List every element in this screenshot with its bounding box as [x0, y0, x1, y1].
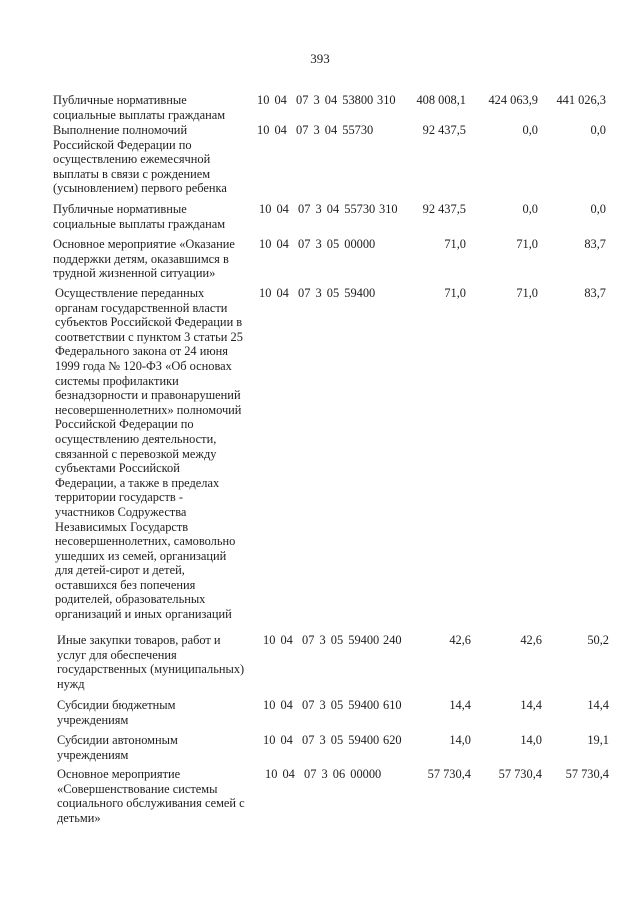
- row-csr: 07 3 04 55730: [296, 123, 374, 137]
- row-name: Субсидии бюджетным учреждениям: [57, 698, 176, 727]
- table-row: [0, 698, 640, 730]
- row-rz-pr: 10 04: [263, 698, 293, 712]
- row-amount-2: 14,0: [520, 733, 542, 747]
- row-amount-3: 57 730,4: [565, 767, 609, 781]
- row-amount-3: 0,0: [590, 202, 606, 216]
- row-amount-2: 14,4: [520, 698, 542, 712]
- row-name: Основное мероприятие «Совершенствование системы социального обслуживания семей с детьми»: [57, 767, 245, 825]
- row-csr: 07 3 05 59400: [298, 286, 376, 300]
- row-rz-pr: 10 04: [257, 93, 287, 107]
- row-csr: 07 3 05 59400: [302, 733, 380, 747]
- row-amount-1: 71,0: [444, 237, 466, 251]
- row-vr: 620: [383, 733, 402, 747]
- row-rz-pr: 10 04: [259, 202, 289, 216]
- row-vr: 310: [377, 93, 396, 107]
- row-amount-1: 71,0: [444, 286, 466, 300]
- table-row: [0, 286, 640, 631]
- row-name: Иные закупки товаров, работ и услуг для обеспечения государственных (муниципальных) нужд: [57, 633, 245, 691]
- row-csr: 07 3 05 59400: [302, 698, 380, 712]
- row-csr: 07 3 05 59400: [302, 633, 380, 647]
- row-amount-2: 424 063,9: [488, 93, 538, 107]
- row-name: Осуществление переданных органам государственной власти субъектов Российской Федерации в соответствии с пунктом 3 статьи 25 Федерального закона от 24 июня 1999 года № 120-ФЗ «Об основах системы профилактики безнадзорности и правонарушений несовершеннолетних» полномочий Российской Федерации по осуществлению деятельности, связанной с перевозкой между субъектами Российской Федерации, а также в пределах территории государств - участников Содружества Независимых Государств несовершеннолетних, самовольно ушедших из семей, организаций для детей-сирот и детей, оставшихся без попечения родителей, образовательных организаций и иных организаций: [55, 286, 243, 622]
- row-amount-1: 14,0: [449, 733, 471, 747]
- row-amount-3: 14,4: [587, 698, 609, 712]
- row-name: Основное мероприятие «Оказание поддержки детям, оказавшимся в трудной жизненной ситуации»: [53, 237, 235, 281]
- row-amount-1: 92 437,5: [422, 202, 466, 216]
- row-name: Субсидии автономным учреждениям: [57, 733, 178, 762]
- row-amount-1: 408 008,1: [416, 93, 466, 107]
- row-rz-pr: 10 04: [263, 633, 293, 647]
- row-amount-3: 0,0: [590, 123, 606, 137]
- row-rz-pr: 10 04: [259, 237, 289, 251]
- row-rz-pr: 10 04: [263, 733, 293, 747]
- row-rz-pr: 10 04: [259, 286, 289, 300]
- row-amount-2: 57 730,4: [498, 767, 542, 781]
- row-amount-2: 42,6: [520, 633, 542, 647]
- row-amount-2: 0,0: [522, 202, 538, 216]
- table-row: [0, 202, 640, 234]
- row-amount-3: 441 026,3: [556, 93, 606, 107]
- table-row: [0, 733, 640, 765]
- row-amount-3: 83,7: [584, 286, 606, 300]
- row-vr: 240: [383, 633, 402, 647]
- row-amount-2: 71,0: [516, 286, 538, 300]
- table-row: [0, 123, 640, 201]
- row-name: Публичные нормативные социальные выплаты гражданам: [53, 93, 226, 122]
- row-amount-2: 0,0: [522, 123, 538, 137]
- row-amount-1: 14,4: [449, 698, 471, 712]
- row-rz-pr: 10 04: [265, 767, 295, 781]
- table-row: [0, 93, 640, 125]
- row-vr: 610: [383, 698, 402, 712]
- table-row: [0, 237, 640, 285]
- table-row: [0, 767, 640, 829]
- row-csr: 07 3 04 53800: [296, 93, 374, 107]
- row-csr: 07 3 05 00000: [298, 237, 376, 251]
- row-csr: 07 3 04 55730: [298, 202, 376, 216]
- row-vr: 310: [379, 202, 398, 216]
- row-amount-1: 42,6: [449, 633, 471, 647]
- row-amount-3: 19,1: [587, 733, 609, 747]
- row-csr: 07 3 06 00000: [304, 767, 382, 781]
- row-amount-1: 92 437,5: [422, 123, 466, 137]
- row-name: Выполнение полномочий Российской Федерации по осуществлению ежемесячной выплаты в связи с рождением (усыновлением) первого ребенка: [53, 123, 227, 196]
- row-rz-pr: 10 04: [257, 123, 287, 137]
- row-name: Публичные нормативные социальные выплаты гражданам: [53, 202, 226, 231]
- row-amount-3: 83,7: [584, 237, 606, 251]
- row-amount-3: 50,2: [587, 633, 609, 647]
- page-number: 393: [310, 51, 330, 66]
- row-amount-2: 71,0: [516, 237, 538, 251]
- row-amount-1: 57 730,4: [427, 767, 471, 781]
- table-row: [0, 633, 640, 695]
